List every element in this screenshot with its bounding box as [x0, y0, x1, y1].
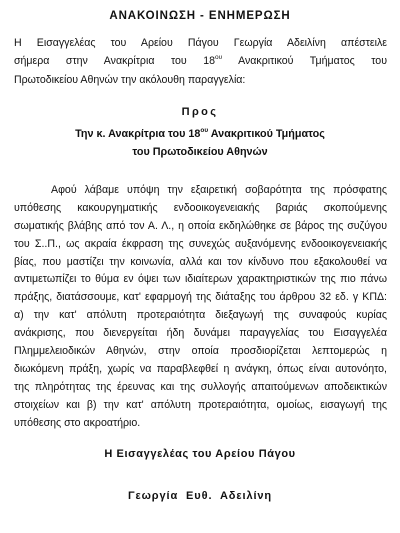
recipient-text: Την κ. Ανακρίτρια του 18: [75, 128, 201, 140]
recipient-text: Ανακριτικού Τμήματος: [208, 128, 325, 140]
body-line: υπόθεσης κακουργηματικής ενδοοικογενειακής βαριάς σκοπούμενης: [14, 201, 387, 214]
document-title: ΑΝΑΚΟΙΝΩΣΗ - ΕΝΗΜΕΡΩΣΗ: [109, 10, 291, 22]
body-line: αντιμετωπίζει το θύμα εν όψει των ιδιαίτερων χαρακτηριστικών της πιο πάνω: [14, 273, 387, 286]
body-line: βίας, που μαστίζει την κοινωνία, αλλά και τον κίνδυνο που εξακολουθεί να: [14, 255, 387, 268]
body-line: σωματικής βλάβης από τον Α. Λ., η οποία εκδηλώθηκε σε βάρος της συζύγου: [14, 219, 387, 232]
body-line: της πληρότητας της έρευνας και της συλλογής απαιτούμενων αποδεικτικών: [14, 380, 387, 393]
body-line: υπόθεσης στο ακροατήριο.: [14, 416, 141, 429]
body-line: α) την κατ' απόλυτη προτεραιότητα διεξαγωγή της συναφούς κυρίας: [14, 309, 387, 322]
intro-text: Ανακριτικού Τμήματος του: [222, 55, 387, 68]
body-line: του Σ..Π., ως ακραία έκφραση της συνεχώς αυξανόμενης ενδοοικογενειακής: [14, 237, 387, 250]
body-line: πράξης, διατάσσουμε, κατ' εφαρμογή της διάταξης του άρθρου 32 εδ. γ ΚΠΔ:: [14, 291, 387, 304]
recipient-line: [0, 126, 400, 144]
body-paragraph: [14, 182, 387, 432]
intro-line: [14, 52, 387, 70]
body-line: Αφού λάβαμε υπόψη την εξαιρετική σοβαρότητα της πρόσφατης: [51, 184, 387, 196]
ordinal-superscript: ου: [200, 127, 209, 134]
ordinal-superscript: ου: [215, 54, 223, 62]
intro-paragraph: [14, 34, 387, 89]
intro-text: σήμερα στην Ανακρίτρια του 18: [14, 55, 215, 68]
signature-role: Η Εισαγγελέας του Αρείου Πάγου: [104, 448, 296, 460]
intro-line: Πρωτοδικείου Αθηνών την ακόλουθη παραγγελία:: [14, 73, 246, 86]
intro-line: Η Εισαγγελέας του Αρείου Πάγου Γεωργία Αδειλίνη απέστειλε: [14, 37, 387, 49]
recipient-block: [0, 126, 400, 161]
recipient-line: του Πρωτοδικείου Αθηνών: [132, 145, 268, 158]
addressee-heading: Προς: [181, 106, 219, 118]
body-line: Πλημμελειοδικών Αθηνών, στην οποία προσδιορίζεται λεπτομερώς η: [14, 345, 387, 358]
body-line: στοιχείων και β) την κατ' απόλυτη προτεραιότητα, ομοίως, εισαγωγή της: [14, 398, 387, 411]
body-line: διωκόμενη πράξη, χωρίς να παραβλεφθεί η ανάγκη, όπως είναι αυτονόητο,: [14, 362, 387, 375]
signature-name: Γεωργία Ευθ. Αδειλίνη: [127, 490, 273, 502]
body-line: ανάκρισης, που διενεργείται ήδη δυνάμει παραγγελίας του Εισαγγελέα: [14, 327, 387, 340]
